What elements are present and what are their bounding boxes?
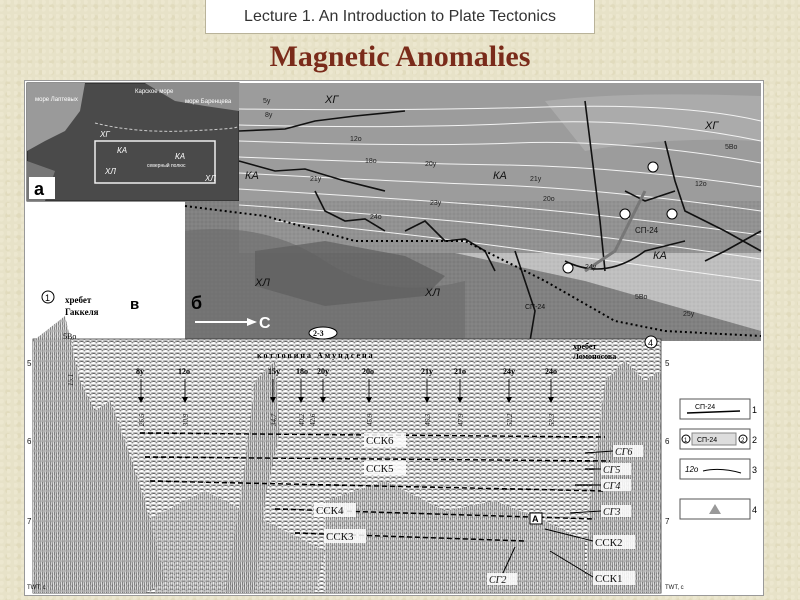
anomaly-label: 12о [350,136,362,143]
anomaly-label: 21о [454,367,466,376]
unit-label: ССК4 [316,505,344,517]
axis-tick: 6 [27,437,32,446]
age-label: 30.9 [182,413,190,426]
axis-label: TWT, с [665,585,684,591]
marker-a: А [532,514,539,524]
age-label: 42.6 [309,413,317,426]
map-label: ХЛ [105,167,116,176]
profile-label: СП-24 [635,226,659,235]
profile-label: СП-24 [525,304,546,311]
ridge-label: хребет [573,342,597,351]
anomaly-label: 21у [310,176,322,183]
axis-tick: 5 [27,359,32,368]
panel-letter: в [130,296,140,313]
unit-label: ССК6 [366,435,394,447]
unit-label: ССК2 [595,537,623,549]
legend-circle: 1 [684,438,688,444]
legend [680,399,757,519]
horizon-label: СГ6 [615,447,633,458]
horizon-label: СГ4 [603,481,621,492]
legend-circle: 2 [741,438,745,444]
map-label: КА [653,250,667,262]
panel-letter: а [34,179,45,199]
map-label: КА [245,170,259,182]
age-label: 52.2 [506,413,514,426]
slide-title: Magnetic Anomalies [269,40,531,73]
map-label: ХЛ [425,287,440,299]
anomaly-label: 24о [370,214,382,221]
age-label: 40.2 [298,413,306,426]
anomaly-label: 24у [585,264,597,271]
age-label: 47.9 [457,413,465,426]
figure-svg [25,81,763,595]
map-label: ХГ [100,130,110,139]
age-label: 34.7 [270,413,278,426]
map-label: КА [117,146,128,155]
map-label: ХЛ [255,277,270,289]
panel-a-map [27,83,239,201]
anomaly-label: 5Во [635,294,648,301]
legend-label: 12о [685,465,699,474]
map-label: ХЛ [205,174,216,183]
age-label: 26.5 [138,413,146,426]
ridge-label: Гаккеля [65,307,99,317]
anomaly-label: 25у [683,311,695,318]
anomaly-label: 20о [543,196,555,203]
axis-tick: 7 [27,517,32,526]
axis-tick: 6 [665,437,670,446]
unit-label: ССК3 [326,531,354,543]
lecture-title: Lecture 1. An Introduction to Plate Tectonics [244,8,556,25]
panel-b-map [185,83,761,341]
anomaly-label: 23у [430,200,442,207]
axis-tick: 7 [665,517,670,526]
map-label: КА [493,170,507,182]
direction-label: С [259,315,271,332]
anomaly-label: 18о [365,158,377,165]
legend-label: СП-24 [697,437,718,444]
legend-label: СП-24 [695,404,716,411]
anomaly-label: 21у [530,176,542,183]
age-label: 53.3 [548,413,556,426]
unit-label: ССК5 [366,463,394,475]
anomaly-label: 12о [695,181,707,188]
map-label: КА [175,152,186,161]
figure [24,80,764,596]
axis-tick: 5 [665,359,670,368]
ridge-label: хребет [65,295,92,305]
anomaly-label: 8у [136,367,144,376]
lecture-title-bar [205,0,595,34]
north-pole-label: северный полюс [147,163,186,169]
map-label: Карское море [135,89,174,95]
age-label: 45.9 [366,413,374,426]
ridge-marker: 5Во [63,332,77,341]
anomaly-label: 24у [503,367,515,376]
map-label: море Лаптевых [35,97,78,103]
anomaly-label: 12о [178,367,190,376]
legend-number: 4 [752,505,758,515]
anomaly-label: 15у [268,367,280,376]
anomaly-label: 20у [425,161,437,168]
unit-label: ССК1 [595,573,623,585]
horizon-label: СГ2 [489,575,507,586]
anomaly-label: 5у [263,98,271,105]
basin-name: котловина Амундсена [257,351,375,360]
anomaly-label: 21у [421,367,433,376]
station-number: 1 [45,293,51,303]
legend-number: 3 [752,465,758,475]
map-label: ХГ [705,120,719,132]
ridge-label: Ломоносова [573,352,617,361]
anomaly-label: 8у [265,112,273,119]
age-label: 15.1 [67,373,75,386]
legend-number: 2 [752,435,758,445]
basin-number: 2-3 [313,329,324,338]
anomaly-label: 5Во [725,144,738,151]
age-label: 46.3 [424,413,432,426]
horizon-label: СГ3 [603,507,621,518]
map-label: море Баренцева [185,99,232,105]
panel-letter: б [191,293,203,313]
anomaly-label: 20у [317,367,329,376]
map-label: ХГ [325,94,339,106]
axis-label: TWT, с [27,585,46,591]
station-number: 4 [648,338,654,348]
legend-number: 1 [752,405,758,415]
horizon-label: СГ5 [603,465,621,476]
anomaly-label: 20о [362,367,374,376]
anomaly-label: 24о [545,367,557,376]
anomaly-label: 18о [296,367,308,376]
